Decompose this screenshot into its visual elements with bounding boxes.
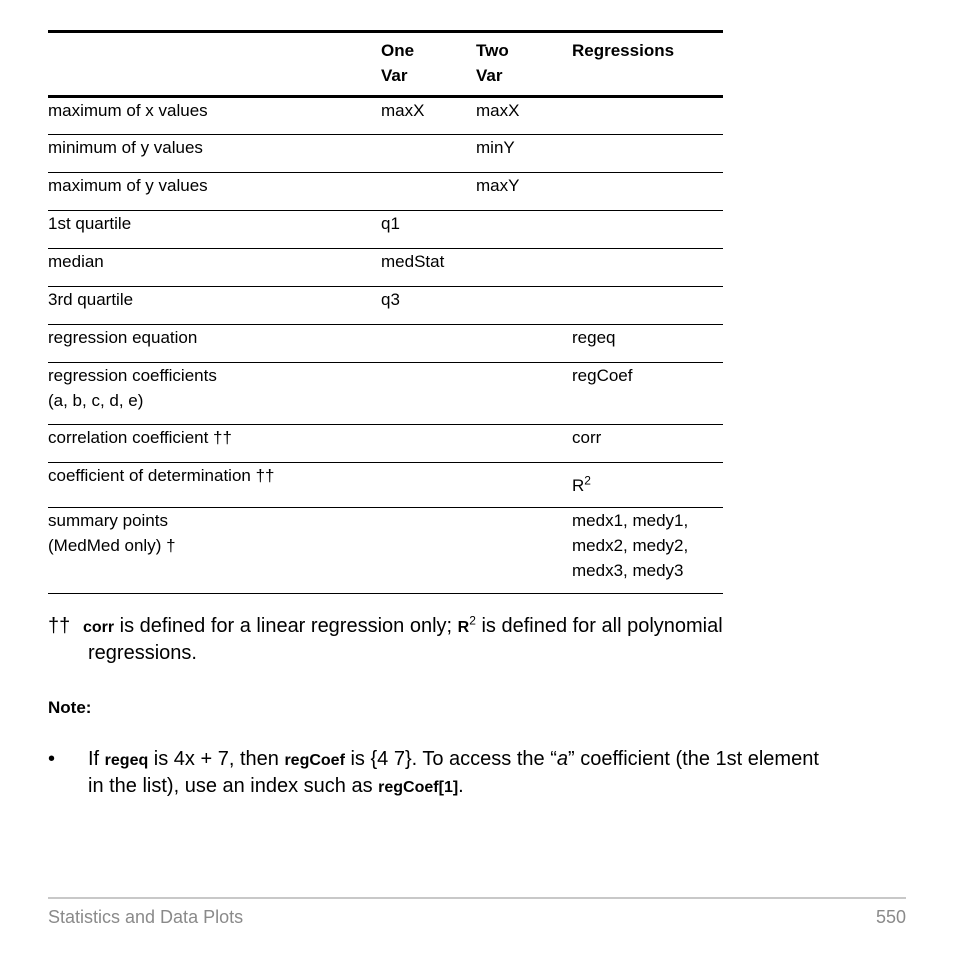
- row-two-var: maxY: [476, 176, 520, 195]
- table-row: [48, 98, 723, 135]
- footnote-marker: ††: [48, 615, 71, 637]
- bullet-line-2: [88, 773, 464, 801]
- row-regressions: regeq: [572, 328, 616, 347]
- row-regressions: corr: [572, 428, 602, 447]
- table-header: [48, 33, 723, 98]
- note-label: Note:: [48, 698, 92, 717]
- table-row: [48, 211, 723, 249]
- index-term: regCoef[1]: [378, 779, 459, 796]
- bullet-text-4: ” coefficient (the 1st element: [568, 748, 819, 770]
- footnote-text-1: is defined for a linear regression only;: [114, 615, 458, 637]
- row-label: regression coefficients (a, b, c, d, e): [48, 366, 217, 410]
- row-label: correlation coefficient ††: [48, 428, 232, 447]
- row-one-var: q3: [381, 290, 400, 309]
- row-label: summary points (MedMed only) †: [48, 511, 176, 555]
- r-symbol: R: [572, 476, 585, 495]
- row-label: regression equation: [48, 328, 198, 347]
- row-label: 3rd quartile: [48, 290, 134, 309]
- bullet-text-2: is 4x + 7, then: [148, 748, 285, 770]
- r-term: R: [457, 619, 470, 636]
- row-label: 1st quartile: [48, 214, 132, 233]
- r-superscript: 2: [469, 613, 476, 628]
- table-row: [48, 173, 723, 211]
- bullet-symbol: •: [48, 748, 56, 770]
- header-regressions: Regressions: [572, 41, 675, 60]
- row-regressions: regCoef: [572, 366, 633, 385]
- corr-term: corr: [83, 619, 115, 636]
- statistics-variables-table: [48, 30, 723, 594]
- regcoef-term: regCoef: [284, 752, 345, 769]
- table-row: [48, 135, 723, 173]
- table-row: [48, 508, 723, 594]
- table-row: [48, 287, 723, 325]
- footnote-line-1: [83, 613, 723, 641]
- bullet-line-1: [88, 746, 819, 774]
- row-two-var: maxX: [476, 101, 520, 120]
- row-regressions: medx1, medy1, medx2, medy2, medx3, medy3: [572, 511, 689, 580]
- superscript-2: 2: [584, 473, 591, 488]
- bullet-text-5: in the list), use an index such as: [88, 775, 379, 797]
- row-label: maximum of x values: [48, 101, 208, 120]
- row-one-var: q1: [381, 214, 400, 233]
- table-row: [48, 463, 723, 508]
- table-row: [48, 325, 723, 363]
- header-two-var: Two Var: [476, 41, 509, 85]
- bullet-text-3: is {4 7}. To access the “: [344, 748, 557, 770]
- footnote-line-2: regressions.: [88, 642, 197, 664]
- table-row: [48, 249, 723, 287]
- header-one-var: One Var: [381, 41, 415, 85]
- bullet-text-6: .: [458, 775, 464, 797]
- footer-divider: [48, 897, 906, 899]
- bullet-text-1: If: [88, 748, 105, 770]
- row-label: median: [48, 252, 104, 271]
- table-row: [48, 425, 723, 463]
- regeq-term: regeq: [104, 752, 149, 769]
- row-one-var: maxX: [381, 101, 425, 120]
- a-coefficient: a: [556, 748, 569, 770]
- row-one-var: medStat: [381, 252, 445, 271]
- row-label: coefficient of determination ††: [48, 466, 275, 485]
- footnote-text-2: is defined for all polynomial: [475, 615, 723, 637]
- row-label: minimum of y values: [48, 138, 203, 157]
- row-two-var: minY: [476, 138, 515, 157]
- page-number: 550: [875, 907, 906, 927]
- row-regressions: [572, 473, 591, 495]
- row-label: maximum of y values: [48, 176, 208, 195]
- table-row: [48, 363, 723, 425]
- footer-section-title: Statistics and Data Plots: [48, 907, 244, 927]
